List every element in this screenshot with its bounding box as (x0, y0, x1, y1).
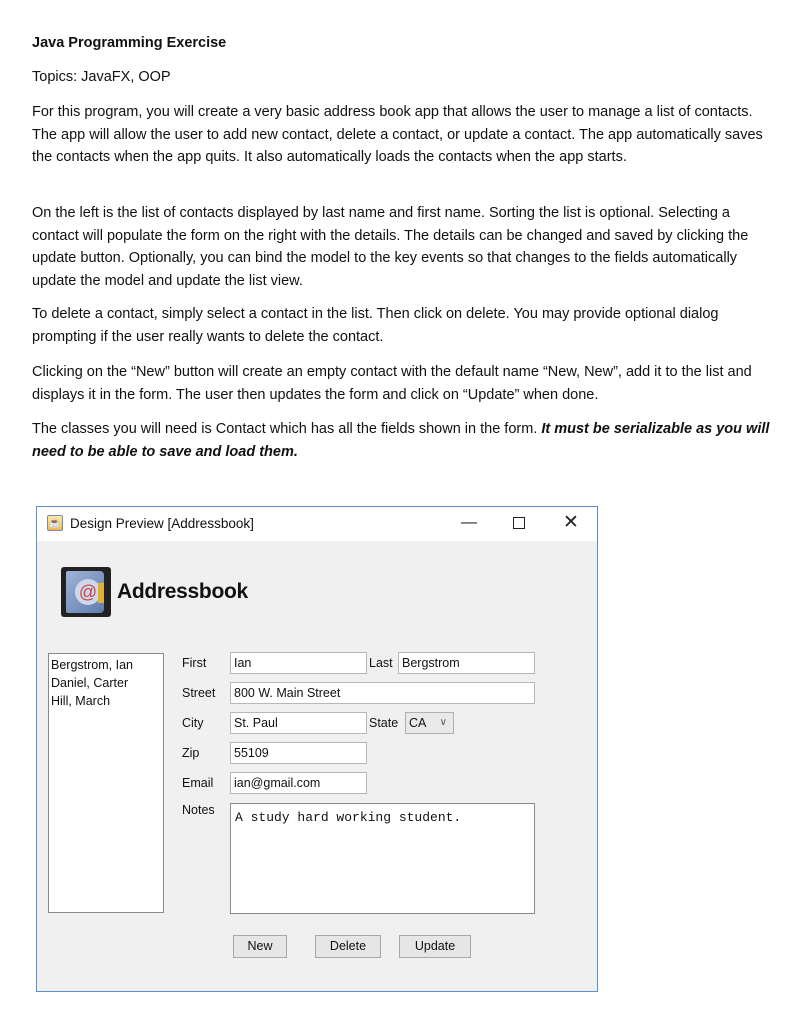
close-button[interactable]: ✕ (563, 512, 579, 533)
contact-list-item[interactable]: Daniel, Carter (51, 676, 129, 690)
paragraph-new: Clicking on the “New” button will create an empty contact with the default name “New, New”, add it to the list and displays it in the form. The user then updates the form and click on “Update” when done. (32, 364, 752, 403)
street-label: Street (182, 686, 216, 700)
email-label: Email (182, 776, 214, 790)
minimize-button[interactable]: — (461, 514, 477, 531)
notes-textarea[interactable]: A study hard working student. (230, 803, 535, 914)
book-icon (66, 571, 104, 613)
contact-list-item[interactable]: Hill, March (51, 694, 111, 708)
serializable-emphasis: It must be serializable as you will need to be able to save and load them. (32, 421, 770, 460)
window-titlebar[interactable] (37, 507, 597, 541)
addressbook-logo-icon (61, 567, 111, 617)
bookmark-tab (98, 583, 104, 603)
first-label: First (182, 656, 207, 670)
first-name-field[interactable]: Ian (230, 652, 367, 674)
paragraph-list-behavior: On the left is the list of contacts displayed by last name and first name. Sorting the list is optional. Selecting a contact will populate the form on the right with the details. The details can be changed and saved by clicking the update button. Optionally, you can bind the model to the key events so that changes to the fields automatically update the model and update the list view. (32, 205, 749, 289)
paragraph-delete: To delete a contact, simply select a contact in the list. Then click on delete. You may provide optional dialog prompting if the user really wants to delete the contact. (32, 306, 719, 345)
state-selected-value: CA (409, 716, 427, 730)
state-label: State (369, 716, 399, 730)
contact-list[interactable] (48, 653, 164, 913)
city-label: City (182, 716, 204, 730)
zip-label: Zip (182, 746, 200, 760)
new-button[interactable]: New (233, 935, 287, 958)
delete-button[interactable]: Delete (315, 935, 381, 958)
classes-text: The classes you will need is Contact which has all the fields shown in the form. (32, 421, 542, 437)
java-cup-icon: ☕ (47, 515, 63, 531)
street-field[interactable]: 800 W. Main Street (230, 682, 535, 704)
maximize-icon (513, 517, 525, 529)
notes-label: Notes (182, 803, 215, 817)
paragraph-classes (32, 418, 770, 463)
last-label: Last (369, 656, 393, 670)
update-button[interactable]: Update (399, 935, 471, 958)
paragraph-overview: For this program, you will create a very basic address book app that allows the user to manage a list of contacts. The app will allow the user to add new contact, delete a contact, or update a contact. The app automatically saves the contacts when the app quits. It also automatically loads the contacts when the app starts. (32, 104, 763, 165)
chevron-down-icon: ∨ (439, 717, 447, 728)
last-name-field[interactable]: Bergstrom (398, 652, 535, 674)
state-select[interactable] (405, 712, 454, 734)
document-title: Java Programming Exercise (32, 35, 227, 51)
zip-field[interactable]: 55109 (230, 742, 367, 764)
app-heading: Addressbook (117, 580, 248, 603)
window-title: Design Preview [Addressbook] (70, 516, 254, 531)
design-preview-window (36, 506, 598, 992)
maximize-button[interactable] (505, 511, 533, 535)
city-field[interactable]: St. Paul (230, 712, 367, 734)
contact-list-item[interactable]: Bergstrom, Ian (51, 658, 133, 672)
email-field[interactable]: ian@gmail.com (230, 772, 367, 794)
at-sign-icon: @ (75, 579, 101, 605)
document-topics: Topics: JavaFX, OOP (32, 69, 171, 85)
